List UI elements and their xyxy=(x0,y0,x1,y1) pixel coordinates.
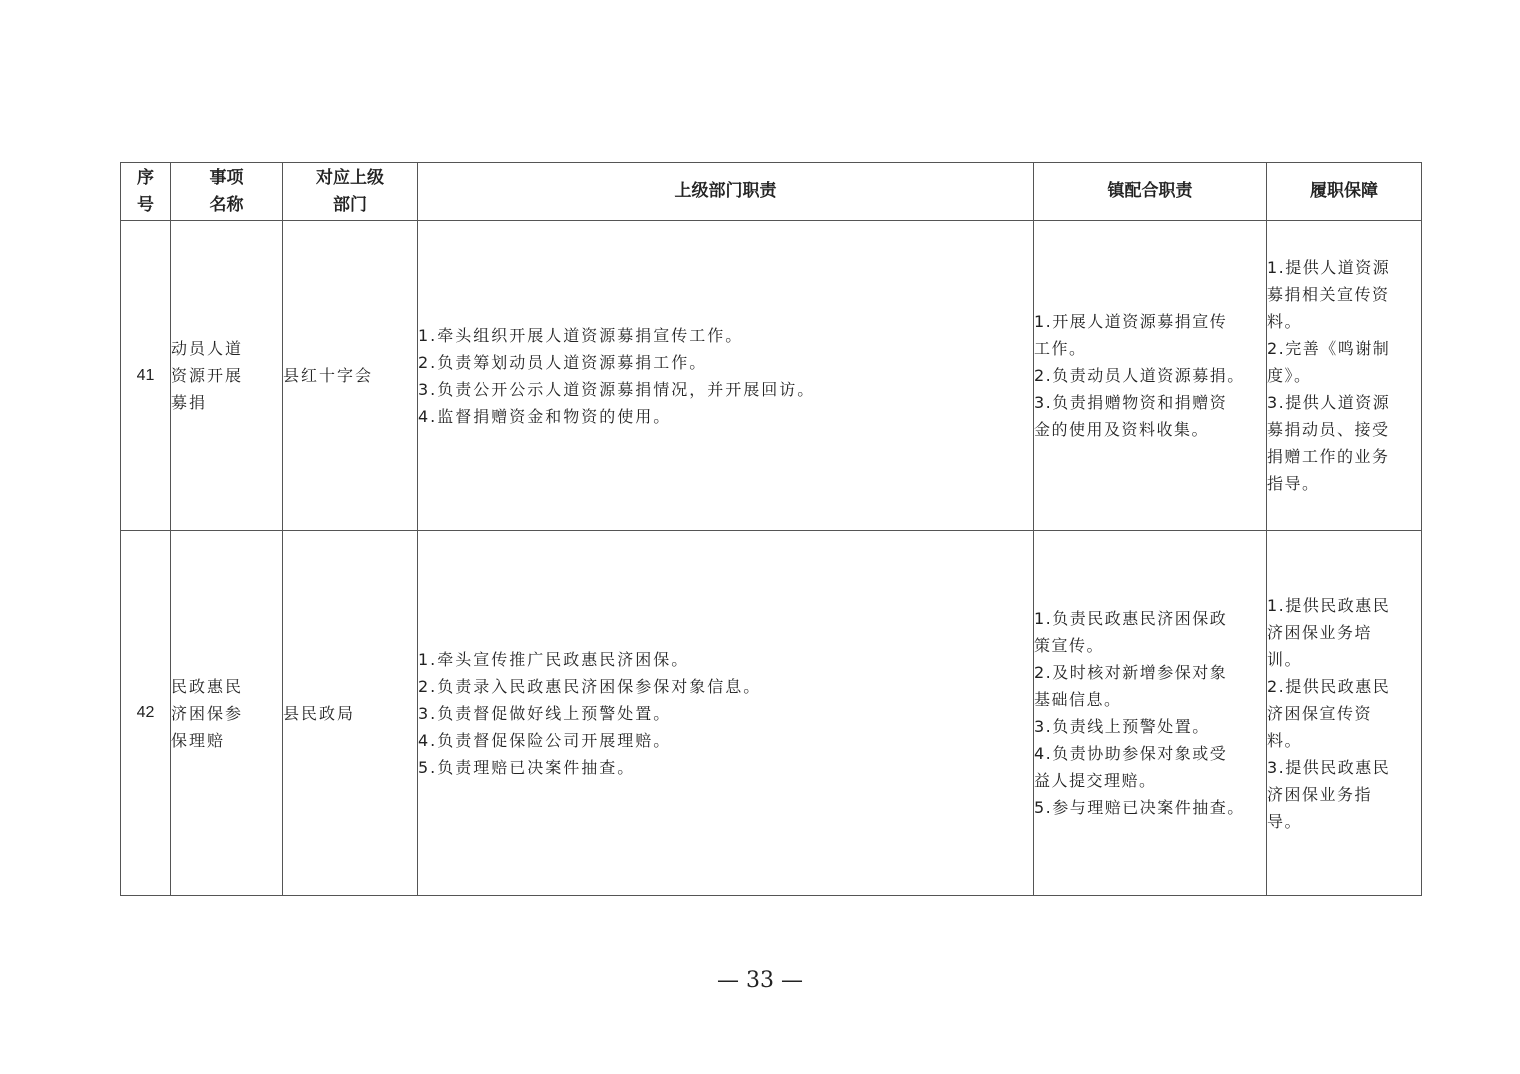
duty-table xyxy=(120,162,1422,896)
row-superior-dept: 县民政局 xyxy=(283,531,418,896)
row-seq: 41 xyxy=(121,221,171,531)
table-header-row xyxy=(121,163,1422,221)
row-town-duty: 1.负责民政惠民济困保政 策宣传。 2.及时核对新增参保对象 基础信息。 3.负责线上预警处置。 4.负责协助参保对象或受 益人提交理赔。 5.参与理赔已决案件抽查。 xyxy=(1034,531,1267,896)
header-guarantee: 履职保障 xyxy=(1267,163,1422,221)
header-item-name: 事项 名称 xyxy=(171,163,283,221)
table-row xyxy=(121,221,1422,531)
row-superior-duty: 1.牵头组织开展人道资源募捐宣传工作。 2.负责筹划动员人道资源募捐工作。 3.负责公开公示人道资源募捐情况，并开展回访。 4.监督捐赠资金和物资的使用。 xyxy=(418,221,1034,531)
table-row xyxy=(121,531,1422,896)
page-number: — 33 — xyxy=(717,968,803,993)
header-town-duty: 镇配合职责 xyxy=(1034,163,1267,221)
row-seq: 42 xyxy=(121,531,171,896)
row-item-name: 动员人道 资源开展 募捐 xyxy=(171,221,283,531)
row-town-duty: 1.开展人道资源募捐宣传 工作。 2.负责动员人道资源募捐。 3.负责捐赠物资和捐赠资 金的使用及资料收集。 xyxy=(1034,221,1267,531)
header-superior-duty: 上级部门职责 xyxy=(418,163,1034,221)
header-seq: 序 号 xyxy=(121,163,171,221)
row-superior-dept: 县红十字会 xyxy=(283,221,418,531)
row-item-name: 民政惠民 济困保参 保理赔 xyxy=(171,531,283,896)
header-superior-dept: 对应上级 部门 xyxy=(283,163,418,221)
row-superior-duty: 1.牵头宣传推广民政惠民济困保。 2.负责录入民政惠民济困保参保对象信息。 3.负责督促做好线上预警处置。 4.负责督促保险公司开展理赔。 5.负责理赔已决案件抽查。 xyxy=(418,531,1034,896)
row-guarantee: 1.提供人道资源 募捐相关宣传资 料。 2.完善《鸣谢制 度》。 3.提供人道资源 募捐动员、接受 捐赠工作的业务 指导。 xyxy=(1267,221,1422,531)
row-guarantee: 1.提供民政惠民 济困保业务培 训。 2.提供民政惠民 济困保宣传资 料。 3.提供民政惠民 济困保业务指 导。 xyxy=(1267,531,1422,896)
